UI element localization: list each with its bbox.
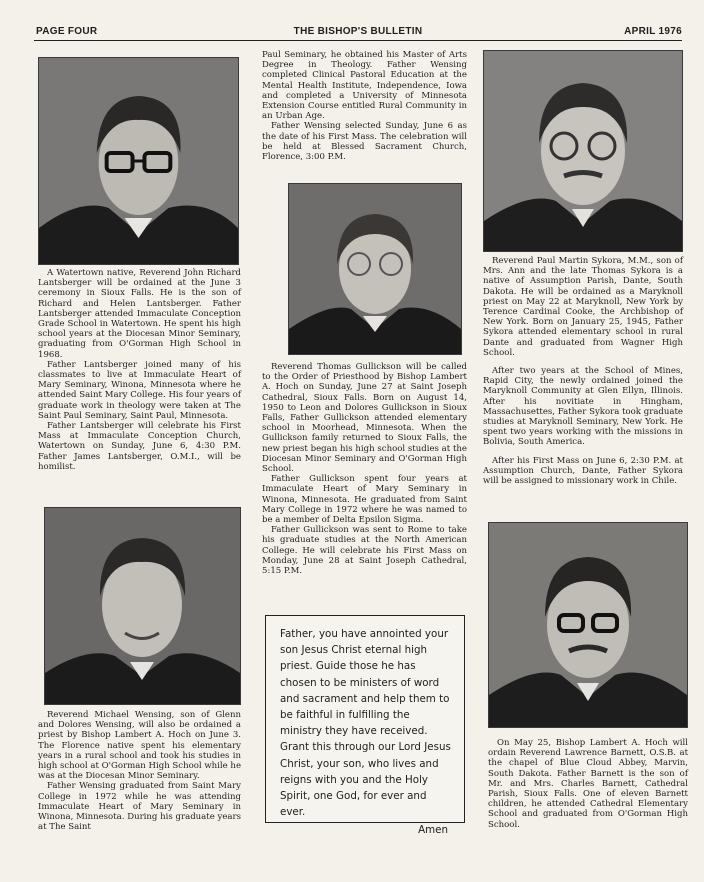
- portrait-barnett: [488, 522, 688, 728]
- portrait-lantsberger: [38, 57, 239, 265]
- article-paragraph: Father Gullickson was sent to Rome to take his graduate studies at the North American College. He will celebrate his First Mass on Monday, June 28 at Saint Joseph Cathedral, 5:15 P.M.: [262, 525, 467, 577]
- article-paragraph: Reverend Paul Martin Sykora, M.M., son of Mrs. Ann and the late Thomas Sykora is a native of Assumption Parish, Dante, South Dakota. He will be ordained as a Maryknoll priest on May 22 at Maryknoll, New York by Terence Cardinal Cooke, the Archbishop of New York. Born on January 25, 1945, Father Sykora attended elementary school in rural Dante and graduated from Wagner High School.: [483, 256, 683, 358]
- article-paragraph: Father Wensing selected Sunday, June 6 as the date of his First Mass. The celebration will be held at Blessed Sacrament Church, Florence, 3:00 P.M.: [262, 121, 467, 163]
- article-paragraph: Father Wensing graduated from Saint Mary College in 1972 while he was attending Immaculate Heart of Mary Seminary in Winona, Minnesota. During his graduate years at The Saint: [38, 781, 241, 833]
- article-paragraph: After his First Mass on June 6, 2:30 P.M. at Assumption Church, Dante, Father Sykora will be assigned to missionary work in Chile.: [483, 455, 683, 487]
- prayer-box: [265, 615, 465, 837]
- portrait-sykora: [483, 50, 683, 252]
- header-rule: [34, 40, 682, 41]
- publication-title: THE BISHOP'S BULLETIN: [293, 26, 423, 37]
- portrait-wensing: [44, 507, 241, 705]
- article-sykora: [483, 256, 683, 486]
- article-paragraph: Reverend Thomas Gullickson will be called to the Order of Priesthood by Bishop Lambert A. Hoch on Sunday, June 27 at Saint Joseph Cathedral, Sioux Falls. Born on August 14, 1950 to Leon and Dolores Gullickson in Sioux Falls, Father Gullickson attended elementary school in Moorhead, Minnesota. When the Gullickson family returned to Sioux Falls, the new priest began his high school studies at the Diocesan Minor Seminary and O'Gorman High School.: [262, 362, 467, 475]
- article-gullickson: [262, 362, 467, 576]
- article-wensing-continued: [262, 50, 467, 162]
- prayer-text: Father, you have annointed your son Jesus Christ eternal high priest. Guide those he has chosen to be ministers of word and sacrament and help them to be faithful in fulfilling the ministry they have received. Grant this through our Lord Jesus Christ, your son, who lives and reigns with you and the Holy Spirit, one God, for ever and ever.: [280, 628, 451, 819]
- issue-date: APRIL 1976: [624, 26, 682, 37]
- article-paragraph: Paul Seminary, he obtained his Master of Arts Degree in Theology. Father Wensing completed Clinical Pastoral Education at the Mental Health Institute, Independence, Iowa and completed a University of Minnesota Extension Course entitled Rural Community in an Urban Age.: [262, 50, 467, 122]
- article-paragraph: Father Lantsberger will celebrate his First Mass at Immaculate Conception Church, Watertown on Sunday, June 6, 4:30 P.M. Father James Lantsberger, O.M.I., will be homilist.: [38, 421, 241, 472]
- article-paragraph: After two years at the School of Mines, Rapid City, the newly ordained joined the Maryknoll Community at Glen Ellyn, Illinois. After his novitiate in Hingham, Massachusettes, Father Sykora took graduate studies at Maryknoll Seminary, New York. He spent two years working with the missions in Bolivia, South America.: [483, 366, 683, 448]
- article-paragraph: On May 25, Bishop Lambert A. Hoch will ordain Reverend Lawrence Barnett, O.S.B. at the chapel of Blue Cloud Abbey, Marvin, South Dakota. Father Barnett is the son of Mr. and Mrs. Charles Barnett, Cathedral Parish, Sioux Falls. One of eleven Barnett children, he attended Cathedral Elementary School and graduated from O'Gorman High School.: [488, 738, 688, 830]
- page-number: PAGE FOUR: [36, 26, 98, 37]
- prayer-amen: Amen: [418, 824, 448, 837]
- portrait-gullickson: [288, 183, 462, 355]
- article-paragraph: Father Lantsberger joined many of his classmates to live at Immaculate Heart of Mary Seminary, Winona, Minnesota where he attended Saint Mary College. His four years of graduate work in theology were taken at The Saint Paul Seminary, Saint Paul, Minnesota.: [38, 359, 241, 421]
- article-lantsberger: [38, 268, 241, 472]
- article-barnett: [488, 738, 688, 830]
- article-paragraph: A Watertown native, Reverend John Richard Lantsberger will be ordained at the June 3 ceremony in Sioux Falls. He is the son of Richard and Helen Lantsberger. Father Lantsberger attended Immaculate Conception Grade School in Watertown. He spent his high school years at the Diocesan Minor Seminary, graduating from O'Gorman High School in 1968.: [38, 268, 241, 360]
- article-paragraph: Reverend Michael Wensing, son of Glenn and Dolores Wensing, will also be ordained a priest by Bishop Lambert A. Hoch on June 3. The Florence native spent his elementary years in a rural school and took his studies in high school at O'Gorman High School while he was at the Diocesan Minor Seminary.: [38, 710, 241, 782]
- article-paragraph: Father Gullickson spent four years at Immaculate Heart of Mary Seminary in Winona, Minnesota. He graduated from Saint Mary College in 1972 where he was named to be a member of Delta Epsilon Sigma.: [262, 474, 467, 526]
- article-wensing: [38, 710, 241, 832]
- page-header: [34, 22, 682, 42]
